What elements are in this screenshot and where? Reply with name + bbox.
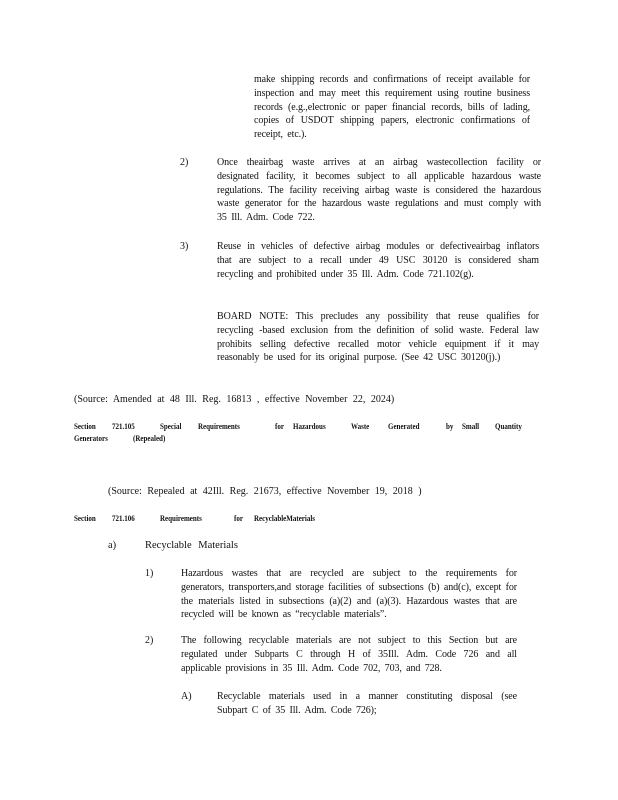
heading-word: Special xyxy=(160,421,182,432)
subsection-number-a: a) xyxy=(108,540,117,551)
heading-word: for xyxy=(234,513,243,524)
item-number-2: 2) xyxy=(180,157,189,168)
subsection-title: Recyclable Materials xyxy=(145,540,238,551)
item-number-a2A: A) xyxy=(181,691,192,702)
section-label: Section xyxy=(74,421,96,432)
section-number: 721.106 xyxy=(112,513,135,524)
heading-word: Generated xyxy=(388,421,420,432)
repealed-label: (Repealed) xyxy=(133,433,166,444)
section-heading-721-105-line2 xyxy=(74,432,274,445)
heading-word: Waste xyxy=(351,421,370,432)
heading-word: Requirements xyxy=(160,513,202,524)
heading-word: Small xyxy=(462,421,480,432)
section-label: Section xyxy=(74,513,96,524)
heading-word: Generators xyxy=(74,433,108,444)
section-heading-721-105 xyxy=(74,420,544,433)
item-number-a2: 2) xyxy=(145,635,154,646)
heading-word: Quantity xyxy=(495,421,522,432)
paragraph-airbag-waste-arrives: Once theairbag waste arrives at an airbag wastecollection facility or designated facility, it becomes subject to all applicable hazardous waste regulations. The facility receiving airbag waste is considered the hazardous waste generator for the hazardous waste regulations and must comply with 35 Ill. Adm. Code 722. xyxy=(217,157,541,224)
paragraph-manner-constituting-disposal: Recyclable materials used in a manner constituting disposal (see Subpart C of 35 Ill. Adm. Code 726); xyxy=(217,691,517,716)
heading-word: by xyxy=(446,421,454,432)
paragraph-reuse-sham-recycling: Reuse in vehicles of defective airbag modules or defectiveairbag inflators that are subject to a recall under 49 USC 30120 is considered sham recycling and prohibited under 35 Ill. Adm. Code 721.102(g). xyxy=(217,241,539,280)
heading-word: for xyxy=(275,421,284,432)
heading-word: Requirements xyxy=(198,421,240,432)
item-number-3: 3) xyxy=(180,241,189,252)
heading-word: RecyclableMaterials xyxy=(254,513,316,524)
section-heading-721-106 xyxy=(74,512,374,525)
paragraph-recycled-hazardous-wastes: Hazardous wastes that are recycled are subject to the requirements for generators, transporters,and storage facilities of subsections (b) and(c), except for the materials listed in subsections (a)(2) and (a)(3). Hazardous wastes that are recycled will be known as “recyclable materials”. xyxy=(181,568,517,621)
heading-word: Hazardous xyxy=(293,421,326,432)
source-note-repealed: (Source: Repealed at 42Ill. Reg. 21673, effective November 19, 2018 ) xyxy=(108,486,422,497)
board-note: BOARD NOTE: This precludes any possibility that reuse qualifies for recycling -based exclusion from the definition of solid waste. Federal law prohibits selling defective recalled motor vehicle equipment if it may reasonably be used for its original purpose. (See 42 USC 30120(j).) xyxy=(217,311,539,364)
item-number-a1: 1) xyxy=(145,568,154,579)
paragraph-recyclable-materials-not-subject: The following recyclable materials are not subject to this Section but are regulated under Subparts C through H of 35Ill. Adm. Code 726 and all applicable provisions in 35 Ill. Adm. Code 702, 703, and 728. xyxy=(181,635,517,674)
section-number: 721.105 xyxy=(112,421,135,432)
source-note-amended: (Source: Amended at 48 Ill. Reg. 16813 , effective November 22, 2024) xyxy=(74,394,395,405)
paragraph-shipping-records: make shipping records and confirmations of receipt available for inspection and may meet this requirement using routine business records (e.g.,electronic or paper financial records, bills of lading, copies of USDOT shipping papers, electronic confirmations of receipt, etc.). xyxy=(254,74,530,141)
